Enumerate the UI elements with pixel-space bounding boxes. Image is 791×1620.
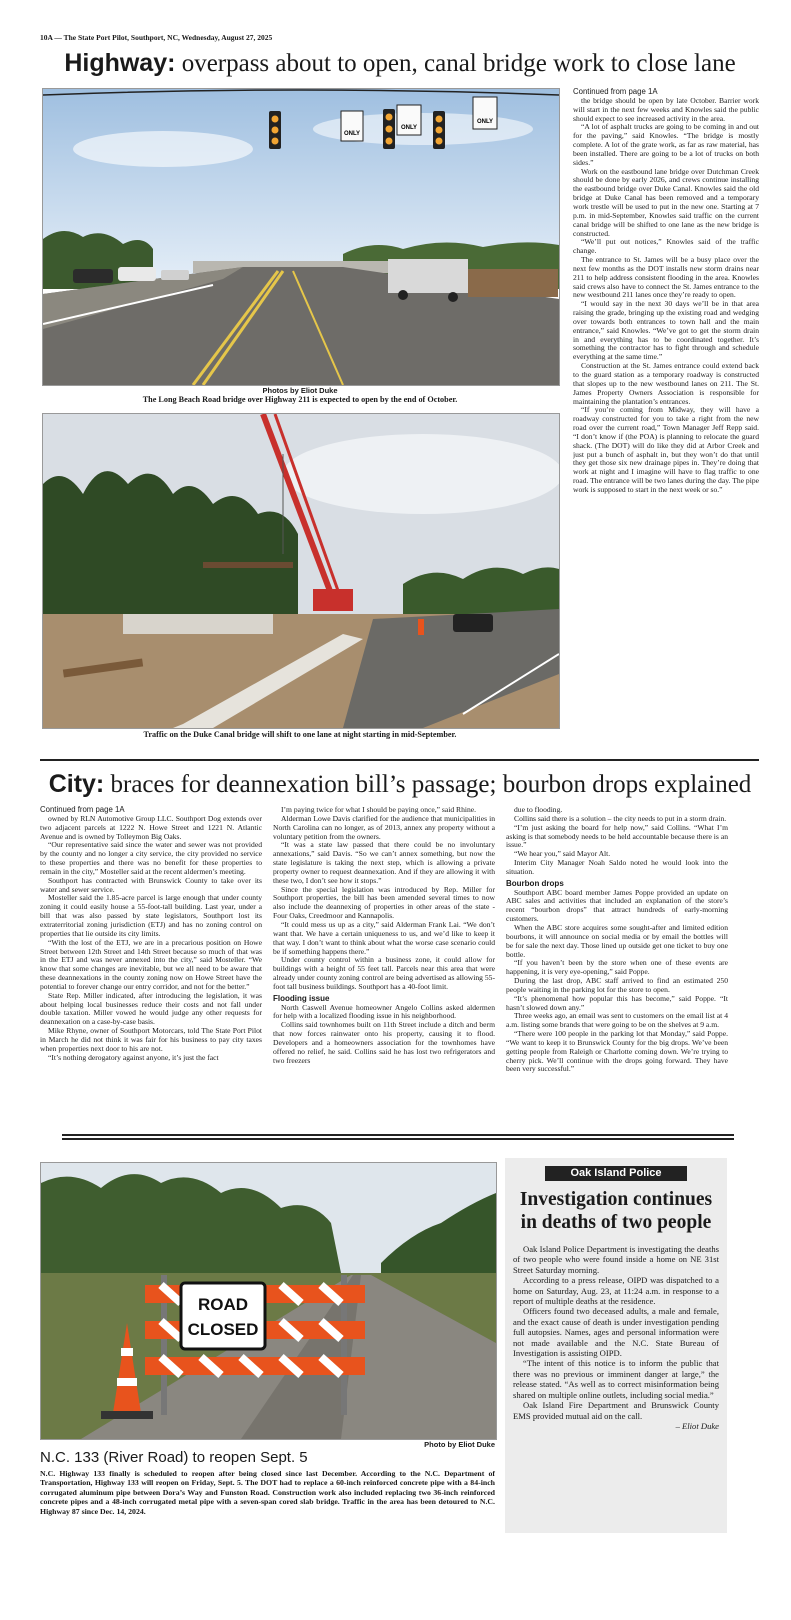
paragraph: “It’s phenomenal how popular this has become,” said Poppe. “It hasn’t slowed down any.”	[506, 993, 728, 1012]
highway-kicker: Highway:	[64, 49, 176, 77]
paragraph: I’m paying twice for what I should be paying once,” said Rhine.	[281, 806, 477, 814]
paragraph: “With the lost of the ETJ, we are in a precarious position on Howe Street between 12th Street and 14th Street because so much of that was in the ETJ and was never annexed into the city,” said Mosteller. “We know that some changes are inevitable, but we all need to be aware that these deannexations in the county zoning now on Howe Street have the potential to forever change our entry corridor, and not for the better.”	[40, 937, 262, 991]
subhead-bourbon-drops: Bourbon drops	[506, 878, 564, 888]
paragraph: “If you haven’t been by the store when one of these events are happening, it is very eye-opening,” said Poppe.	[506, 958, 728, 977]
oak-island-body	[513, 1244, 719, 1528]
crane-worksite-illustration	[43, 414, 559, 728]
paragraph: “The intent of this notice is to inform the public that there was no previous or imminent danger at large,” the release stated. “As well as to correct misinformation being shared on multiple online outlets, including social media.”	[513, 1358, 719, 1400]
paragraph: Officers found two deceased adults, a male and female, and the exact cause of death is under investigation pending full autopsies. Names, ages and personal information were not made available and the N.C. State Bureau of Investigation is assisting OIPD.	[513, 1306, 719, 1359]
city-column-1	[40, 806, 262, 1112]
paragraph: Construction at the St. James entrance could extend back to the guard station as a temporary roadway is constructed that slopes up to the new westbound lanes on 211. The St. James Property Owners Association is responsible for maintaining the plantation’s entrances.	[573, 361, 759, 406]
paragraph: the bridge should be open by late October. Barrier work will start in the next few weeks and Knowles said the public should expect to see increased activity in the area.	[573, 95, 759, 123]
highway-headline	[40, 48, 760, 79]
city-column-2	[273, 806, 495, 1112]
highway-headline-text: overpass about to open, canal bridge work to close lane	[175, 50, 736, 77]
only-sign	[397, 105, 421, 135]
traffic-signal	[433, 111, 445, 149]
paragraph: North Caswell Avenue homeowner Angelo Collins asked aldermen for help with a localized flooding issue in his neighborhood.	[273, 1002, 495, 1021]
oak-island-headline: Investigation continues in deaths of two people	[519, 1189, 713, 1233]
paragraph: due to flooding.	[514, 806, 563, 814]
photo-river-road-closed	[40, 1162, 497, 1440]
svg-text:ONLY: ONLY	[476, 119, 494, 125]
city-column-3	[506, 806, 728, 1112]
svg-text:ROAD: ROAD	[197, 1295, 249, 1314]
photo-credit: Photo by Eliot Duke	[424, 1440, 495, 1449]
river-road-caption: N.C. Highway 133 finally is scheduled to reopen after being closed since last December. According to the N.C. Department of Transportation, Highway 133 will reopen on Friday, Sept. 5. The DOT had to replace a 60-inch reinforced concrete pipe with a 84-inch corrugated aluminum pipe between Dora’s Way and Funston Road. Construction work also included replacing two 36-inch reinforced concrete pipes and a 48-inch corrugated metal pipe with a seven-span cored slab bridge. Traffic in the area has been detoured to N.C. Highway 87 since Dec. 14, 2024.	[40, 1469, 495, 1516]
paragraph: Three weeks ago, an email was sent to customers on the email list at 4 a.m. listing some brands that were going to be on the shelves at 9 a.m.	[506, 1011, 728, 1030]
paragraph: Mike Rhyne, owner of Southport Motorcars, told The State Port Pilot in March he did not think it was fair for his business to pay city taxes when properties next door to his are not.	[40, 1026, 262, 1053]
paragraph: “It could mess us up as a city,” said Alderman Frank Lai. “We don’t want that. We have a certain uniqueness to us, and we’d like to keep it that way. I don’t want to think about what the worse case scenario could be if something happens there.”	[273, 919, 495, 956]
paragraph: “A lot of asphalt trucks are going to be coming in and out for the paving,” said Knowles. “The bridge is mostly complete. A lot of the grate work, as far as raw material, has been installed. There are going to be a lot of trucks on both sides.”	[573, 122, 759, 167]
city-kicker: City:	[48, 770, 105, 798]
section-divider	[62, 1134, 734, 1136]
paragraph: State Rep. Miller indicated, after introducing the legislation, it was about helping local businesses reduce their costs and not fall under double taxation. Miller vowed he would judge any other requests for deannexation on a case-by-case basis.	[40, 990, 262, 1027]
paragraph: “We’ll put out notices,” Knowles said of the traffic change.	[573, 237, 759, 256]
paragraph: “I would say in the next 30 days we’ll be in that area raising the grade, bringing up the existing road and wedging over towards both entrances to town hall and the main entrance,” said Knowles. “We’ve got to get the storm drain in and everything has to be coordinated together. It’s something the contractor has to fight through and schedule everything at the same time.”	[573, 299, 759, 362]
paragraph: “Our representative said since the water and sewer was not provided by the county and no longer a city service, the city provided no service to these properties and there was no benefit for these properties to remain in the city,” Mosteller said at the recent aldermen’s meeting.	[40, 840, 262, 876]
photo-long-beach-road-bridge	[42, 88, 560, 386]
oak-island-sidebar	[505, 1158, 727, 1533]
paragraph: Southport ABC board member James Poppe provided an update on ABC sales and activities that included an explanation of the store’s recent “bourbon drops” that attract hundreds of early-morning customers.	[506, 887, 728, 924]
paragraph: During the last drop, ABC staff arrived to find an estimated 250 people waiting in the parking lot for the store to open.	[506, 976, 728, 994]
svg-text:CLOSED: CLOSED	[187, 1320, 259, 1339]
svg-text:ONLY: ONLY	[343, 131, 361, 137]
paragraph: According to a press release, OIPD was dispatched to a home on Saturday, Aug. 23, at 11:24 a.m. in response to a report of multiple deaths at the residence.	[513, 1275, 719, 1307]
page-folio: 10A — The State Port Pilot, Southport, NC, Wednesday, August 27, 2025	[40, 33, 273, 42]
road-closed-illustration	[41, 1163, 496, 1439]
section-tag: Oak Island Police	[545, 1166, 687, 1181]
only-sign	[341, 111, 363, 141]
svg-text:ONLY: ONLY	[400, 125, 418, 131]
paragraph: Mosteller said the 1.85-acre parcel is large enough that under county zoning it could easily house a 55-foot-tall building. Last year, under a bill that was also passed by state legislators, Southport lost its extraterritorial zoning jurisdiction (ETJ) and has no zoning control on properties that lie outside its city limits.	[40, 893, 262, 938]
paragraph: owned by RLN Automotive Group LLC. Southport Dog extends over two adjacent parcels at 1222 N. Howe Street and 1221 N. Atlantic Avenue and is owned by Tolleymon Big Oaks.	[40, 813, 262, 841]
river-road-headline: N.C. 133 (River Road) to reopen Sept. 5	[40, 1449, 308, 1466]
continued-line: Continued from page 1A	[573, 88, 658, 96]
traffic-signal	[269, 111, 281, 149]
paragraph: Southport has contracted with Brunswick County to take over its water and sewer service.	[40, 875, 262, 894]
paragraph: “We hear you,” said Mayor Alt.	[514, 849, 611, 859]
paragraph: Oak Island Police Department is investigating the deaths of two people who were found inside a home on NE 31st Street Saturday morning.	[513, 1244, 719, 1275]
paragraph: Under county control within a business zone, it could allow for buildings with a height of 55 feet tall. Parcels near this area that were already under county zoning control are being advertised as allowing 55-foot tall business buildings. Southport has a 40-foot limit.	[273, 955, 495, 991]
paragraph: Work on the eastbound lane bridge over Dutchman Creek should be done by early 2026, and crews continue installing the eastbound bridge over Duke Canal. Knowles said the old bridge at Duke Canal has been removed and a temporary work trestle will be used to put in the new one. Starting at 7 p.m. in mid-September, Knowles said traffic on the current canal bridge will be shifted to one lane as the new bridge is constructed.	[573, 166, 759, 238]
only-sign	[473, 97, 497, 129]
traffic-signal	[383, 109, 395, 149]
continued-line: Continued from page 1A	[40, 806, 125, 814]
paragraph: The entrance to St. James will be a busy place over the next few months as the DOT installs new storm drains near 211 to help address consistent flooding in the area. Knowles said crews also have to connect the St. James entrance to the new westbound 211 lanes once they’re ready to open.	[573, 255, 759, 300]
paragraph: When the ABC store acquires some sought-after and limited edition bourbons, it will announce on social media or by email the bottles will be for sale the next day. Those lined up outside get one ticket to buy one bottle.	[506, 922, 728, 959]
paragraph: Interim City Manager Noah Saldo noted he would look into the situation.	[506, 858, 728, 876]
photo-caption: Traffic on the Duke Canal bridge will shift to one lane at night starting in mid-September.	[143, 730, 457, 739]
section-divider	[40, 759, 759, 761]
paragraph: Oak Island Fire Department and Brunswick County EMS provided mutual aid on the call.	[513, 1400, 719, 1421]
paragraph: “It was a state law passed that there could be no involuntary annexations,” said Davis. “So we can’t annex something, but now the state legislature is taking the next step, which is allowing a private property owner to request deannexation. And if they are allowing it with these two, I don’t see how it stops.”	[273, 840, 495, 885]
paragraph: “I’m just asking the board for help now,” said Collins. “What I’m asking is that somebody needs to be held accountable because there is an issue.”	[506, 822, 728, 850]
photo-duke-canal-bridge	[42, 413, 560, 729]
paragraph: “There were 100 people in the parking lot that Monday,” said Poppe. “We want to keep it to Brunswick County for the big drops. We’ve been getting people from Raleigh or Charlotte coming down. We’re trying to cherry pick. We’ll continue with the drops going forward. They have been very successful.”	[506, 1029, 728, 1074]
city-headline-text: braces for deannexation bill’s passage; bourbon drops explained	[104, 771, 752, 798]
photo-credit: Photos by Eliot Duke	[262, 386, 338, 395]
paragraph: “It’s nothing derogatory against anyone, it’s just the fact	[48, 1052, 219, 1062]
photo-caption: The Long Beach Road bridge over Highway 211 is expected to open by the end of October.	[142, 395, 458, 404]
byline: – Eliot Duke	[675, 1420, 719, 1431]
highway-story-column	[573, 88, 759, 744]
section-divider	[62, 1138, 734, 1140]
paragraph: Collins said there is a solution – the city needs to put in a storm drain.	[514, 813, 727, 823]
bridge-intersection-illustration	[43, 89, 559, 385]
paragraph: Since the special legislation was introduced by Rep. Miller for Southport properties, the bill has been amended several times to now also include the deannexing of properties in other areas of the state - Four Oaks, Creedmoor and Kannapolis.	[273, 884, 495, 921]
subhead-flooding-issue: Flooding issue	[273, 993, 330, 1003]
city-headline	[40, 769, 760, 800]
paragraph: “If you’re coming from Midway, they will have a roadway constructed for you to take a right from the new road over the current road,” Town Manager Jeff Repp said. “I don’t know if (the POA) is planning to relocate the guard shack. (The DOT) will do like they did at Arbor Creek and just put a bunch of asphalt in, but they won’t do that until they get those six new drainage pipes in. They’re doing that work at night and I imagine will have to flag traffic to one road. The entrance will be two lanes during the day. The pipe work is supposed to start in the next week or so.”	[573, 405, 759, 494]
paragraph: Alderman Lowe Davis clarified for the audience that municipalities in North Carolina can no longer, as of 2013, annex any property without a voluntary petition from the owners.	[273, 813, 495, 841]
paragraph: Collins said townhomes built on 11th Street include a ditch and berm that now forces rainwater onto his property, causing it to flood. Developers and a homeowners association for the townhomes have offered no relief, he said. Collins said he has lost two refrigerators and two freezers	[273, 1020, 495, 1065]
